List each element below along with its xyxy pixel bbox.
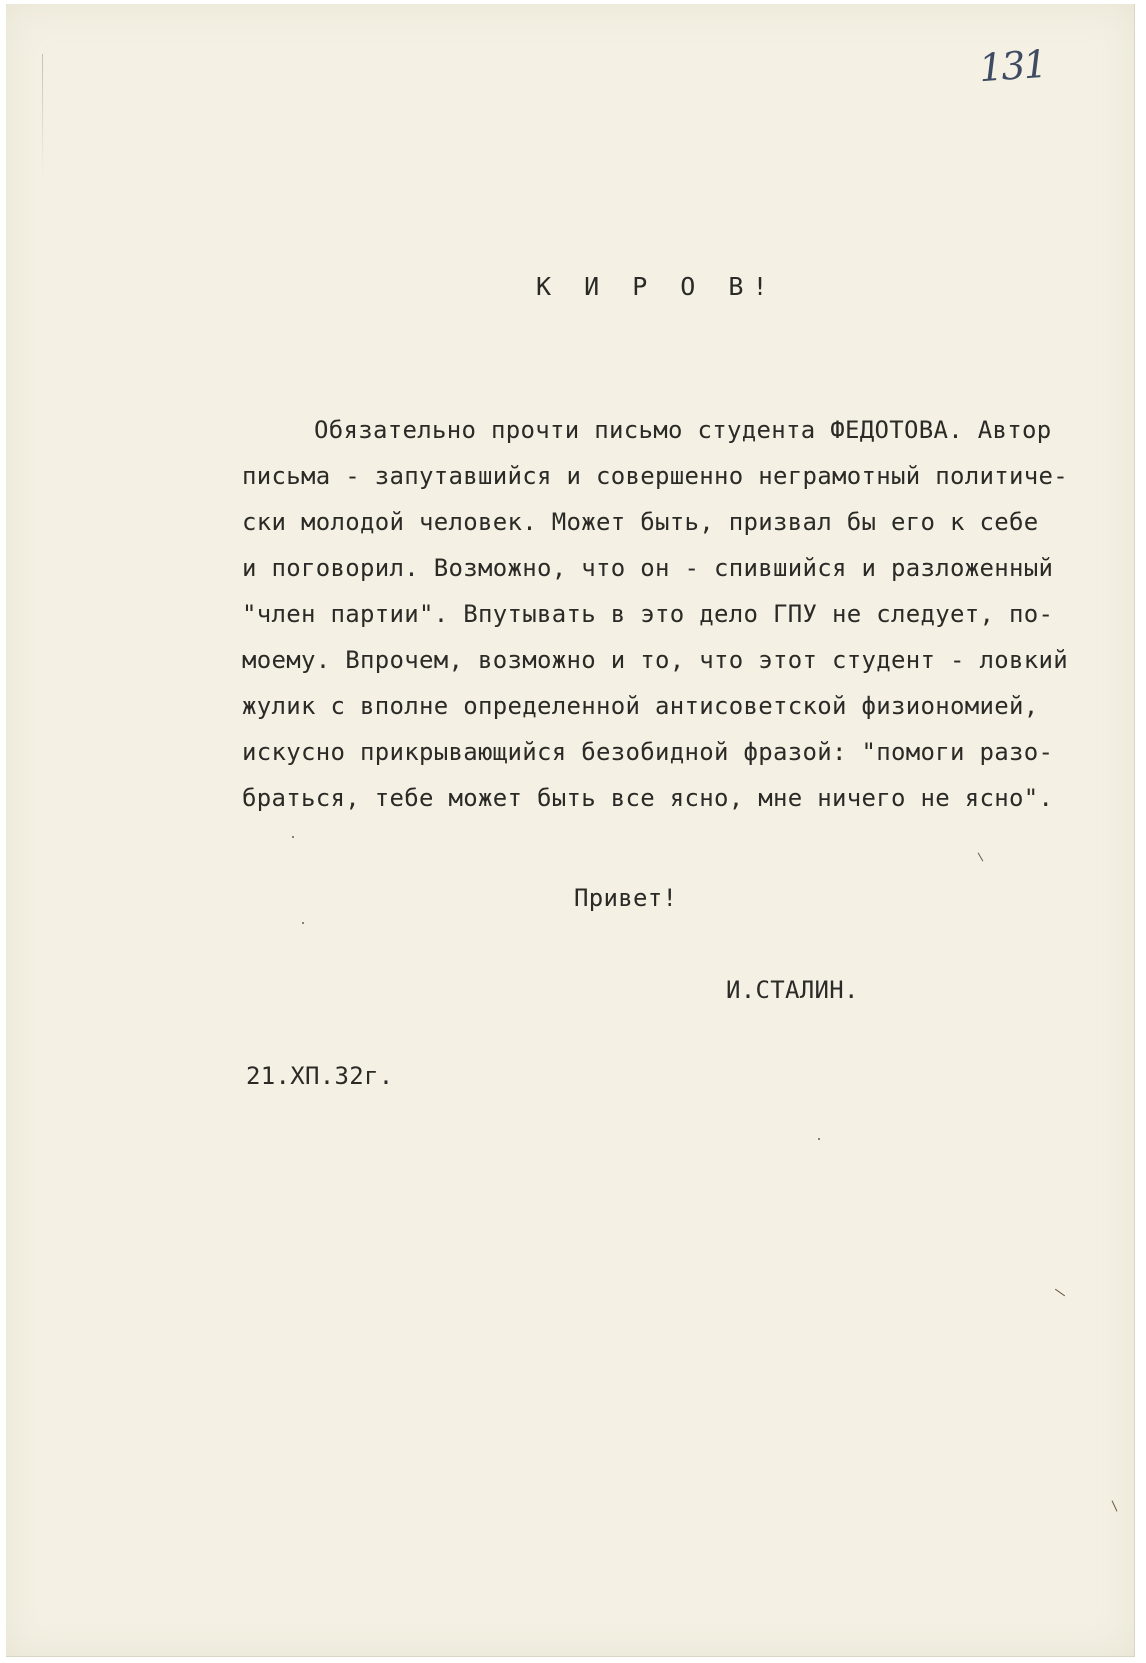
body-line: искусно прикрывающийся безобидной фразой: "помоги разо- — [242, 738, 1054, 766]
body-line: письма - запутавшийся и совершенно неграмотный политиче- — [242, 462, 1068, 490]
paper-speck — [978, 852, 984, 861]
body-line: "член партии". Впутывать в это дело ГПУ не следует, по- — [242, 600, 1054, 628]
letter-date: 21.ХП.32г. — [246, 1062, 394, 1090]
paper-speck — [302, 922, 304, 924]
paper-speck — [1112, 1500, 1118, 1511]
body-line: моему. Впрочем, возможно и то, что этот студент - ловкий — [242, 646, 1068, 674]
document-title: К И Р О В! — [536, 272, 777, 301]
body-line: жулик с вполне определенной антисоветской физиономией, — [242, 692, 1039, 720]
greeting: Привет! — [574, 884, 678, 912]
paper-speck — [292, 836, 294, 838]
body-line: Обязательно прочти письмо студента ФЕДОТОВА. Автор — [314, 416, 1052, 444]
signature: И.СТАЛИН. — [726, 976, 859, 1004]
page-number: 131 — [978, 41, 1048, 91]
paper-speck — [818, 1138, 820, 1140]
body-line: ски молодой человек. Может быть, призвал бы его к себе — [242, 508, 1039, 536]
document-page — [6, 4, 1135, 1657]
body-line: и поговорил. Возможно, что он - спившийся и разложенный — [242, 554, 1054, 582]
body-line: браться, тебе может быть все ясно, мне ничего не ясно". — [242, 784, 1054, 812]
page-edge-mark — [42, 54, 43, 174]
paper-speck — [1055, 1289, 1065, 1297]
